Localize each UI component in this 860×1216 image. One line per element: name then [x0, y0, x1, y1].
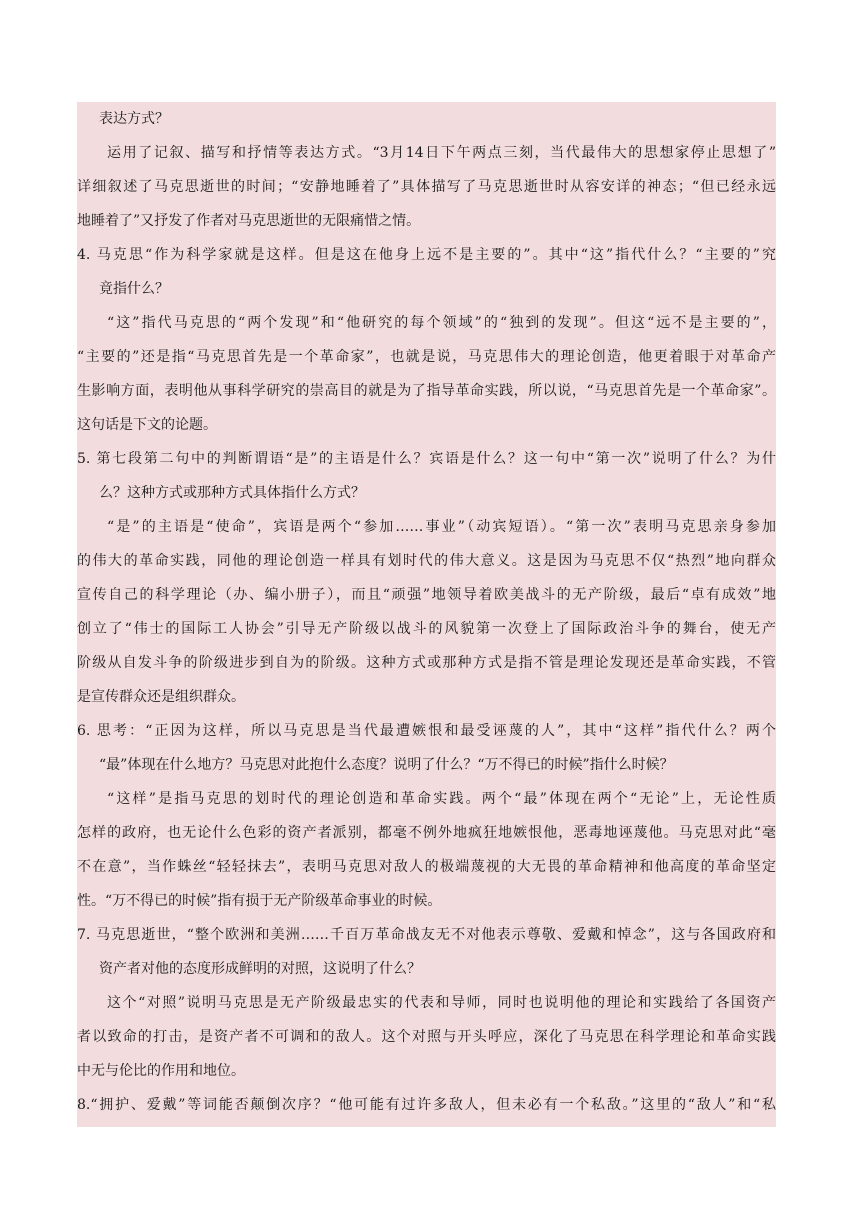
- text-line: 宣传自己的科学理论（办、编小册子），而且“顽强”地领导着欧美战斗的无产阶级，最后“卓有成效”地: [77, 587, 776, 603]
- text-line: 是宣传群众还是组织群众。: [77, 689, 245, 705]
- text-line: 7. 马克思逝世，“整个欧洲和美洲……千百万革命战友无不对他表示尊敬、爱戴和悼念”，这与各国政府和: [77, 927, 776, 943]
- text-line: “是”的主语是“使命”，宾语是两个“参加……事业”（动宾短语）。“第一次”表明马克思亲身参加: [107, 519, 776, 535]
- text-line: 6. 思考：“正因为这样，所以马克思是当代最遭嫉恨和最受诬蔑的人”，其中“这样”指代什么？两个: [77, 723, 776, 739]
- text-line: 创立了“伟士的国际工人协会”引导无产阶级以战斗的风貌第一次登上了国际政治斗争的舞台，使无产: [77, 621, 776, 637]
- text-line: 这个“对照”说明马克思是无产阶级最忠实的代表和导师，同时也说明他的理论和实践给了各国资产: [107, 995, 776, 1011]
- text-line: 5. 第七段第二句中的判断谓语“是”的主语是什么？宾语是什么？这一句中“第一次”说明了什么？为什: [77, 451, 776, 467]
- text-line: 生影响方面，表明他从事科学研究的崇高目的就是为了指导革命实践，所以说，“马克思首先是一个革命家”。: [77, 383, 776, 399]
- text-line: 表达方式？: [99, 111, 169, 127]
- text-line: 中无与伦比的作用和地位。: [77, 1063, 245, 1079]
- text-line: 者以致命的打击，是资产者不可调和的敌人。这个对照与开头呼应，深化了马克思在科学理论和革命实践: [77, 1029, 776, 1045]
- text-line: 详细叙述了马克思逝世的时间；“安静地睡着了”具体描写了马克思逝世时从容安详的神态；“但已经永远: [77, 179, 776, 195]
- text-line: 阶级从自发斗争的阶级进步到自为的阶级。这种方式或那种方式是指不管是理论发现还是革命实践，不管: [77, 655, 776, 671]
- text-line: 不在意”，当作蛛丝“轻轻抹去”，表明马克思对敌人的极端蔑视的大无畏的革命精神和他高度的革命坚定: [77, 859, 776, 875]
- text-line: “主要的”还是指“马克思首先是一个革命家”，也就是说，马克思伟大的理论创造，他更着眼于对革命产: [77, 349, 776, 365]
- text-line: 这句话是下文的论题。: [77, 417, 217, 433]
- text-line: 4. 马克思“作为科学家就是这样。但是这在他身上远不是主要的”。其中“这”指代什么？“主要的”究: [77, 247, 776, 263]
- text-line: 运用了记叙、描写和抒情等表达方式。“3月14日下午两点三刻，当代最伟大的思想家停止思想了”: [107, 145, 776, 161]
- text-line: 竟指什么？: [99, 281, 169, 297]
- document-page: [77, 102, 776, 1127]
- text-line: 的伟大的革命实践，同他的理论创造一样具有划时代的伟大意义。这是因为马克思不仅“热烈”地向群众: [77, 553, 776, 569]
- text-line: 资产者对他的态度形成鲜明的对照，这说明了什么？: [99, 961, 421, 977]
- text-line: “这”指代马克思的“两个发现”和“他研究的每个领域”的“独到的发现”。但这“远不是主要的”，: [107, 315, 776, 331]
- text-line: 地睡着了”又抒发了作者对马克思逝世的无限痛惜之情。: [77, 213, 421, 229]
- text-line: 么？这种方式或那种方式具体指什么方式？: [99, 485, 365, 501]
- text-line: 怎样的政府，也无论什么色彩的资产者派别，都毫不例外地疯狂地嫉恨他，恶毒地诬蔑他。马克思对此“毫: [77, 825, 776, 841]
- text-line: 8.“拥护、爱戴”等词能否颠倒次序？“他可能有过许多敌人，但未必有一个私敌。”这里的“敌人”和“私: [77, 1097, 776, 1113]
- text-line: “最”体现在什么地方？马克思对此抱什么态度？说明了什么？“万不得已的时候”指什么时候？: [99, 757, 674, 773]
- text-line: 性。“万不得已的时候”指有损于无产阶级革命事业的时候。: [77, 893, 442, 909]
- text-line: “这样”是指马克思的划时代的理论创造和革命实践。两个“最”体现在两个“无论”上，无论性质: [107, 791, 776, 807]
